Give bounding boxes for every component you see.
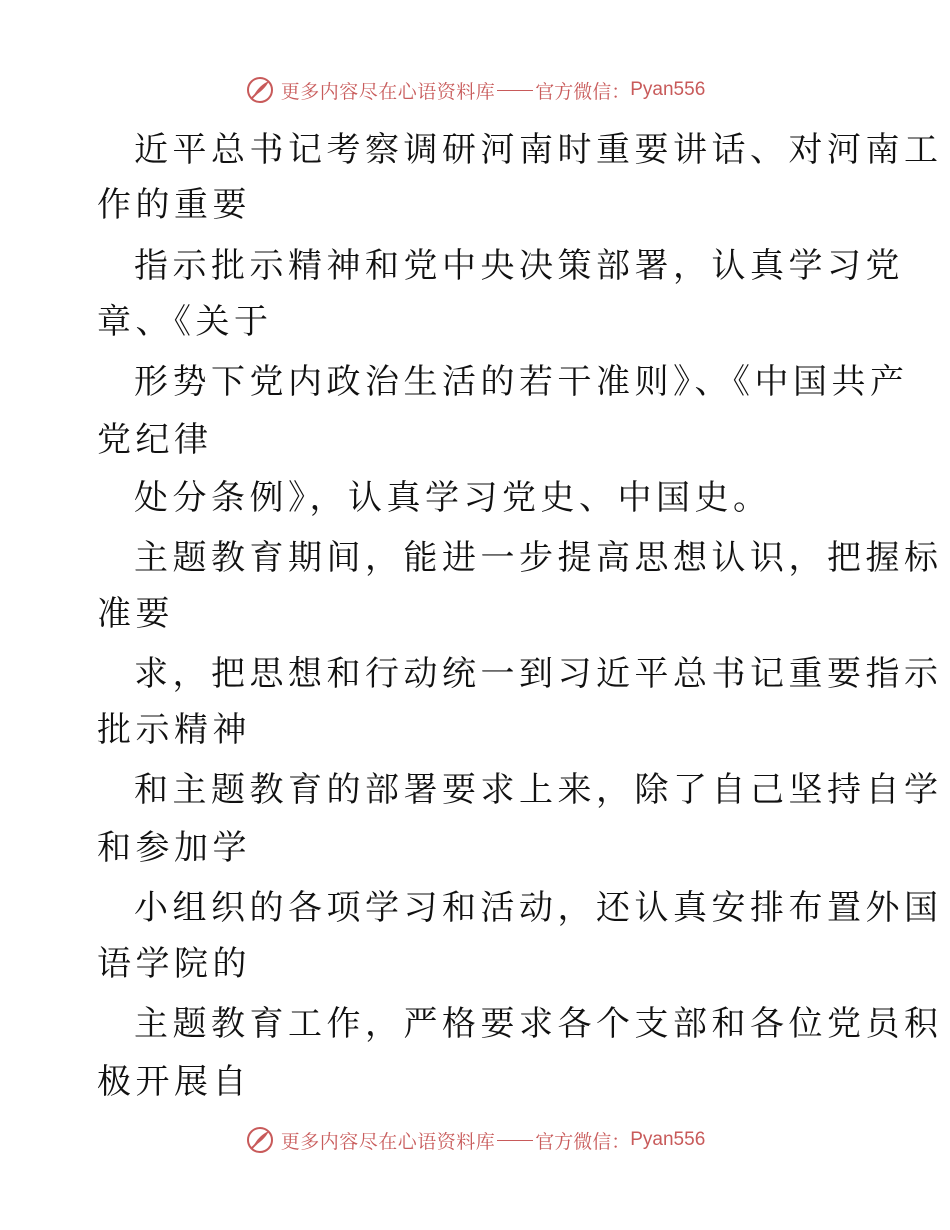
watermark-wechat-label: 官方微信：	[535, 80, 631, 103]
body-line: 作的重要	[97, 185, 251, 225]
body-line: 党纪律	[97, 420, 213, 460]
footer-watermark-banner	[0, 1120, 950, 1160]
feather-pen-logo-icon	[245, 75, 275, 105]
body-line: 和主题教育的部署要求上来，除了自己坚持自学	[134, 770, 943, 810]
body-line: 求，把思想和行动统一到习近平总书记重要指示	[134, 654, 943, 694]
body-line: 准要	[97, 594, 174, 634]
body-line: 指示批示精神和党中央决策部署，认真学习党	[134, 246, 904, 286]
watermark-main-text: 更多内容尽在心语资料库	[280, 80, 496, 103]
watermark-dash	[497, 1140, 533, 1141]
watermark-wechat-label: 官方微信：	[535, 1130, 631, 1153]
body-line: 小组织的各项学习和活动，还认真安排布置外国	[134, 888, 943, 928]
header-watermark-banner	[0, 70, 950, 110]
body-line: 批示精神	[97, 710, 251, 750]
watermark-main-text: 更多内容尽在心语资料库	[280, 1130, 496, 1153]
body-line: 和参加学	[97, 828, 251, 868]
body-line: 形势下党内政治生活的若干准则》、《中国共产	[134, 362, 909, 402]
body-line: 章、《关于	[97, 302, 273, 342]
watermark-wechat-id: Pyan556	[630, 1129, 706, 1150]
body-line: 主题教育工作，严格要求各个支部和各位党员积	[134, 1004, 943, 1044]
body-line: 极开展自	[97, 1062, 251, 1102]
body-line: 语学院的	[97, 944, 251, 984]
watermark-dash	[497, 90, 533, 91]
watermark-wechat-id: Pyan556	[630, 79, 706, 100]
body-line: 处分条例》，认真学习党史、中国史。	[134, 478, 772, 518]
body-line: 主题教育期间，能进一步提高思想认识，把握标	[134, 538, 943, 578]
feather-pen-logo-icon	[245, 1125, 275, 1155]
body-line: 近平总书记考察调研河南时重要讲话、对河南工	[134, 130, 943, 170]
